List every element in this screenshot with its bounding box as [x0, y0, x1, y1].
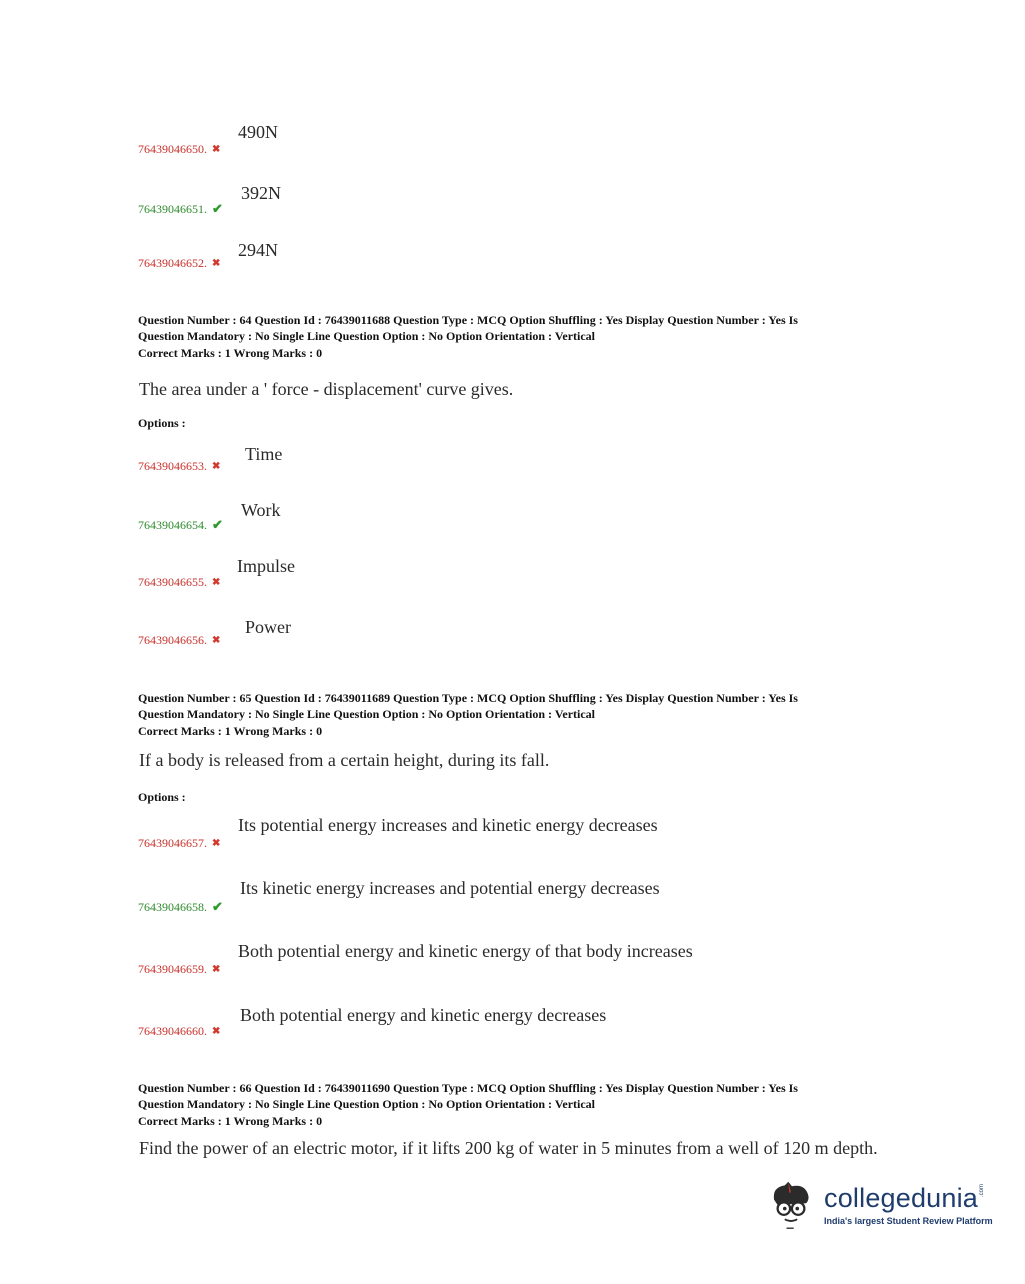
check-icon: ✔ — [212, 201, 223, 216]
option-text: Power — [245, 617, 291, 637]
option-id: 76439046654. ✔ — [138, 517, 223, 532]
option-text: Both potential energy and kinetic energy of that body increases — [238, 941, 693, 961]
cross-icon: ✖ — [212, 1026, 221, 1037]
mascot-icon — [766, 1180, 816, 1230]
question-66-meta: Question Number : 66 Question Id : 76439011690 Question Type : MCQ Option Shuffling : Yes Display Question Number : Yes Is Question Mandatory : No Single Line Question Option : No Option Orientation : Vertical Correct Marks : 1 Wrong Marks : 0 — [138, 1081, 798, 1128]
option-text: 392N — [241, 183, 281, 203]
option-id: 76439046650. ✖ — [138, 142, 221, 156]
option-id: 76439046657. ✖ — [138, 836, 221, 850]
check-icon: ✔ — [212, 899, 223, 914]
question-65-meta: Question Number : 65 Question Id : 76439011689 Question Type : MCQ Option Shuffling : Yes Display Question Number : Yes Is Question Mandatory : No Single Line Question Option : No Option Orientation : Vertical Correct Marks : 1 Wrong Marks : 0 — [138, 691, 798, 738]
option-id: 76439046655. ✖ — [138, 575, 221, 589]
option-id: 76439046659. ✖ — [138, 962, 221, 976]
option-id: 76439046652. ✖ — [138, 256, 221, 270]
logo-tagline: India's largest Student Review Platform — [824, 1216, 993, 1226]
cross-icon: ✖ — [212, 577, 221, 588]
question-65-text: If a body is released from a certain height, during its fall. — [139, 750, 550, 770]
option-text: Impulse — [237, 556, 295, 576]
collegedunia-logo — [766, 1180, 993, 1230]
option-id: 76439046656. ✖ — [138, 633, 221, 647]
question-64-meta: Question Number : 64 Question Id : 76439011688 Question Type : MCQ Option Shuffling : Yes Display Question Number : Yes Is Question Mandatory : No Single Line Question Option : No Option Orientation : Vertical Correct Marks : 1 Wrong Marks : 0 — [138, 313, 798, 360]
option-text: Its potential energy increases and kinetic energy decreases — [238, 815, 658, 835]
option-text: 490N — [238, 122, 278, 142]
cross-icon: ✖ — [212, 258, 221, 269]
question-64-text: The area under a ' force - displacement' curve gives. — [139, 379, 514, 399]
cross-icon: ✖ — [212, 635, 221, 646]
option-text: Both potential energy and kinetic energy decreases — [240, 1005, 607, 1025]
logo-name: collegedunia — [824, 1183, 979, 1213]
option-id: 76439046651. ✔ — [138, 201, 223, 216]
cross-icon: ✖ — [212, 964, 221, 975]
option-id: 76439046658. ✔ — [138, 899, 223, 914]
option-text: 294N — [238, 240, 278, 260]
options-label: Options : — [138, 416, 186, 430]
option-id: 76439046660. ✖ — [138, 1024, 221, 1038]
cross-icon: ✖ — [212, 838, 221, 849]
option-text: Its kinetic energy increases and potential energy decreases — [240, 878, 660, 898]
option-text: Work — [241, 500, 281, 520]
check-icon: ✔ — [212, 517, 223, 532]
option-text: Time — [245, 444, 283, 464]
logo-text — [824, 1184, 993, 1226]
option-id: 76439046653. ✖ — [138, 459, 221, 473]
options-label: Options : — [138, 790, 186, 804]
question-66-text: Find the power of an electric motor, if it lifts 200 kg of water in 5 minutes from a well of 120 m depth. — [139, 1138, 878, 1158]
cross-icon: ✖ — [212, 144, 221, 155]
cross-icon: ✖ — [212, 461, 221, 472]
logo-com: .com — [979, 1184, 986, 1198]
